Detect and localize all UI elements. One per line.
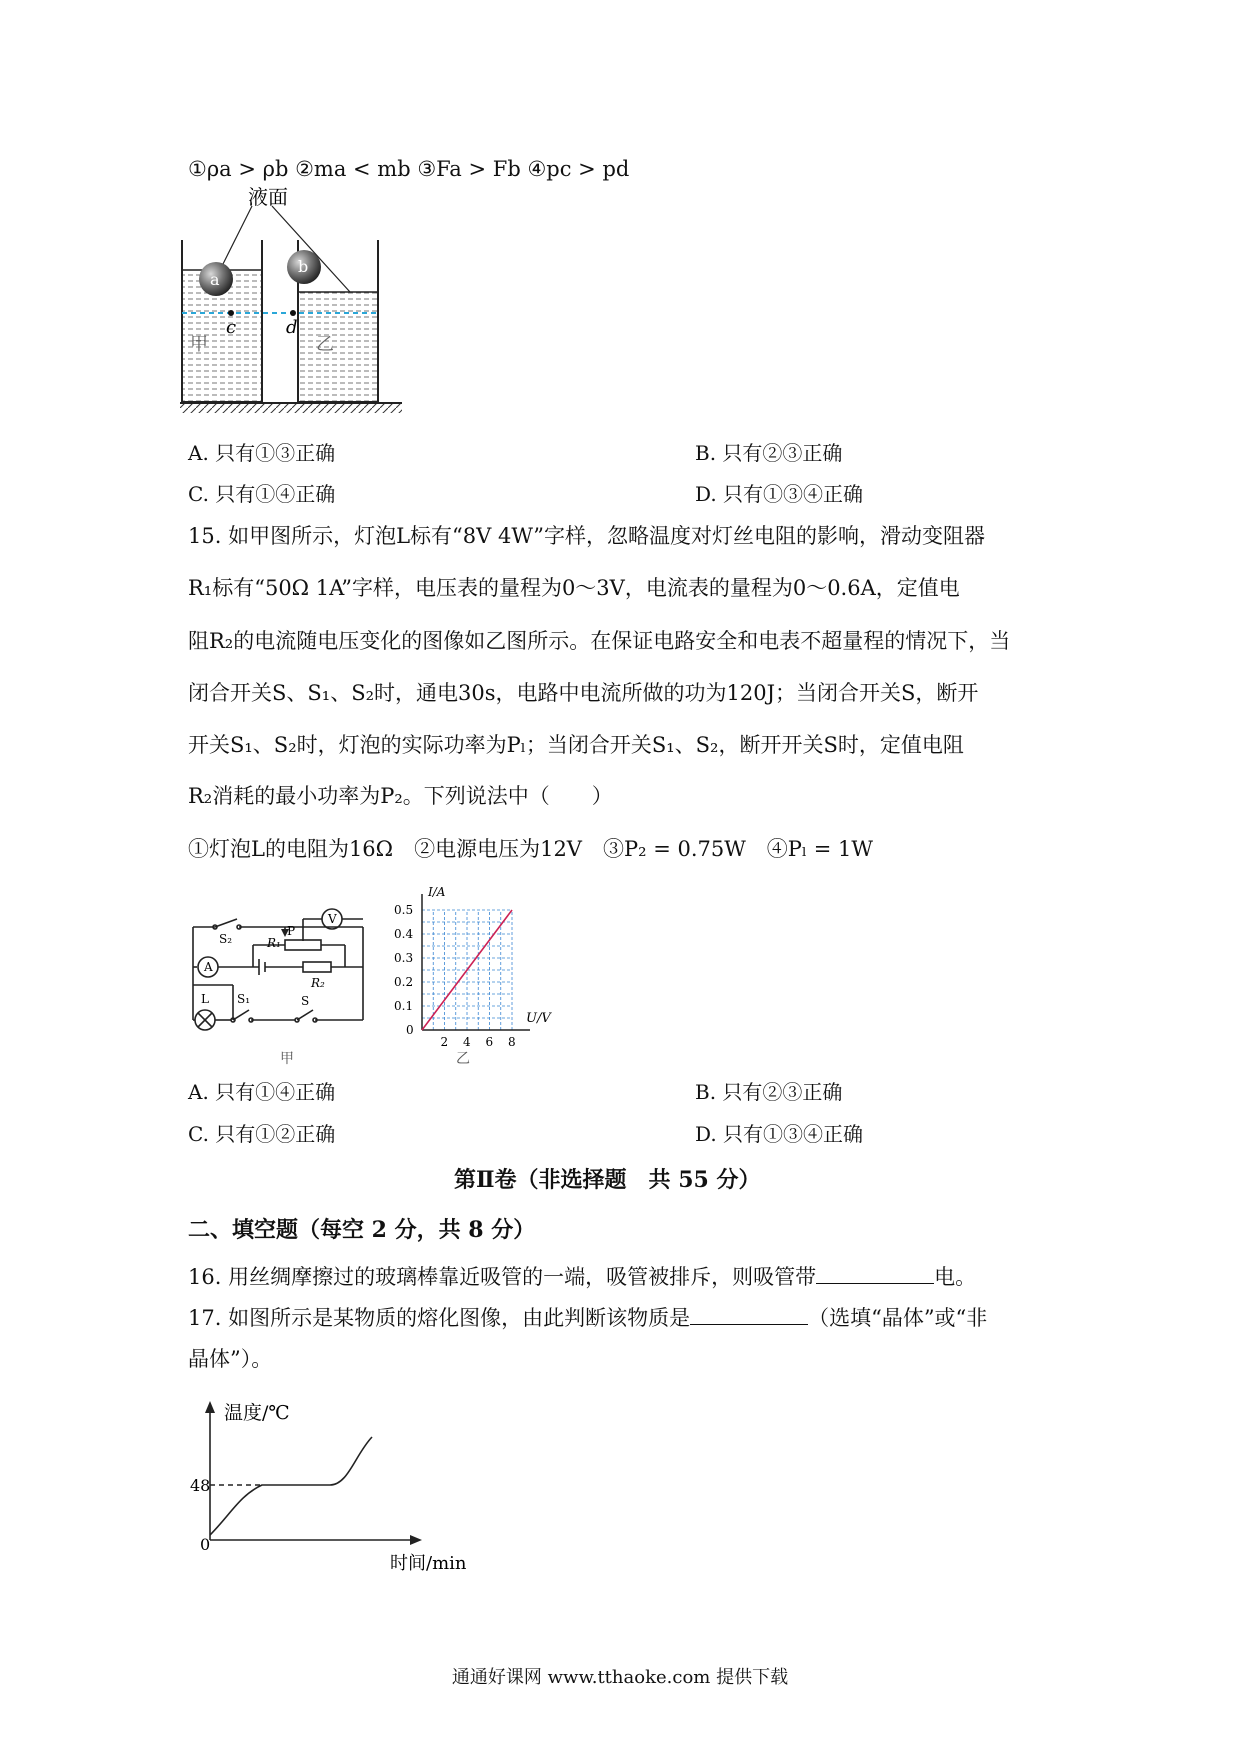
- iu-caption: 乙: [456, 1051, 470, 1067]
- q15-option-b: B. 只有②③正确: [695, 1080, 843, 1104]
- iu-x-axis-label: U/V: [526, 1011, 551, 1026]
- part-2-title: 二、填空题（每空 2 分，共 8 分）: [188, 1217, 536, 1243]
- point-d-label: d: [286, 317, 298, 338]
- circuit-voltmeter-label: V: [328, 912, 337, 926]
- iu-x-tick-label: 2: [440, 1035, 449, 1049]
- section-2-title: 第Ⅱ卷（非选择题 共 55 分）: [454, 1167, 761, 1193]
- melt-origin-label: 0: [200, 1535, 211, 1554]
- container-right-label: 乙: [316, 334, 334, 355]
- circuit-lamp-label: L: [201, 992, 209, 1006]
- circuit-s-label: S: [301, 994, 310, 1008]
- q15-option-c: C. 只有①②正确: [188, 1122, 336, 1146]
- melt-y-axis-label: 温度/℃: [224, 1402, 290, 1424]
- q17-answer-blank[interactable]: [690, 1306, 808, 1325]
- container-left-label: 甲: [190, 334, 208, 355]
- circuit-s1-label: S₁: [237, 992, 251, 1006]
- iu-y-axis-label: I/A: [428, 885, 446, 899]
- q14-option-d: D. 只有①③④正确: [695, 482, 864, 506]
- q14-containers-figure: [180, 185, 420, 420]
- q16-line: [188, 1261, 976, 1291]
- iu-origin-label: 0: [406, 1023, 414, 1037]
- iu-x-tick-label: 6: [485, 1035, 494, 1049]
- q15-option-d: D. 只有①③④正确: [695, 1122, 864, 1146]
- circuit-slider-label: P: [287, 924, 296, 938]
- q14-option-b: B. 只有②③正确: [695, 441, 843, 465]
- iu-x-tick-label: 8: [508, 1035, 516, 1049]
- q15-line-1: 15. 如甲图所示，灯泡L标有“8V 4W”字样，忽略温度对灯丝电阻的影响，滑动变阻器: [188, 524, 986, 548]
- q17-melting-graph: [190, 1395, 480, 1575]
- q15-line-2: R₁标有“50Ω 1A”字样，电压表的量程为0～3V，电流表的量程为0～0.6A，定值电: [188, 576, 960, 600]
- iu-y-tick-label: 0.4: [394, 927, 414, 941]
- q14-statements: ①ρa > ρb ②ma < mb ③Fa > Fb ④pc > pd: [188, 157, 630, 181]
- ball-a-label: a: [210, 270, 220, 289]
- q15-circuit-diagram: [185, 885, 375, 1075]
- liquid-right: [298, 292, 378, 402]
- circuit-r2-label: R₂: [311, 976, 325, 990]
- surface-label: 液面: [248, 185, 288, 209]
- iu-x-tick-label: 4: [463, 1035, 471, 1049]
- q15-iu-graph: [390, 880, 570, 1070]
- q15-line-3: 阻R₂的电流随电压变化的图像如乙图所示。在保证电路安全和电表不超量程的情况下，当: [188, 629, 1011, 653]
- q15-line-5: 开关S₁、S₂时，灯泡的实际功率为Pₗ；当闭合开关S₁、S₂，断开开关S时，定值电阻: [188, 733, 964, 757]
- circuit-s2-label: S₂: [219, 932, 233, 946]
- ball-b-label: b: [298, 257, 309, 276]
- melt-point-label: 48: [190, 1476, 211, 1495]
- circuit-caption: 甲: [280, 1051, 294, 1067]
- circuit-ammeter-label: A: [204, 960, 213, 974]
- q17-text-after: （选填“晶体”或“非: [808, 1306, 988, 1330]
- q15-statements: ①灯泡L的电阻为16Ω ②电源电压为12V ③P₂ = 0.75W ④Pₗ = 1W: [188, 837, 873, 861]
- q15-line-4: 闭合开关S、S₁、S₂时，通电30s，电路中电流所做的功为120J；当闭合开关S，断开: [188, 681, 979, 705]
- q15-line-6: R₂消耗的最小功率为P₂。下列说法中（ ）: [188, 784, 613, 808]
- q15-option-a: A. 只有①④正确: [188, 1080, 336, 1104]
- iu-y-tick-label: 0.1: [394, 999, 414, 1013]
- q16-text-after: 电。: [934, 1265, 977, 1289]
- q16-answer-blank[interactable]: [816, 1265, 934, 1284]
- iu-y-tick-label: 0.3: [394, 951, 414, 965]
- melt-curve: [210, 1437, 372, 1535]
- iu-y-tick-label: 0.2: [394, 975, 414, 989]
- q17-text-before: 17. 如图所示是某物质的熔化图像，由此判断该物质是: [188, 1306, 691, 1330]
- q16-text-before: 16. 用丝绸摩擦过的玻璃棒靠近吸管的一端，吸管被排斥，则吸管带: [188, 1265, 817, 1289]
- q17-line-2: 晶体”）。: [188, 1347, 273, 1371]
- q14-option-a: A. 只有①③正确: [188, 441, 336, 465]
- point-c-label: c: [226, 317, 237, 338]
- q14-option-c: C. 只有①④正确: [188, 482, 336, 506]
- circuit-r1-label: R₁: [267, 936, 281, 950]
- q17-line-1: [188, 1302, 987, 1332]
- iu-y-tick-label: 0.5: [394, 903, 414, 917]
- page-footer: 通通好课网 www.tthaoke.com 提供下载: [451, 1667, 789, 1688]
- melt-x-axis-label: 时间/min: [390, 1553, 467, 1574]
